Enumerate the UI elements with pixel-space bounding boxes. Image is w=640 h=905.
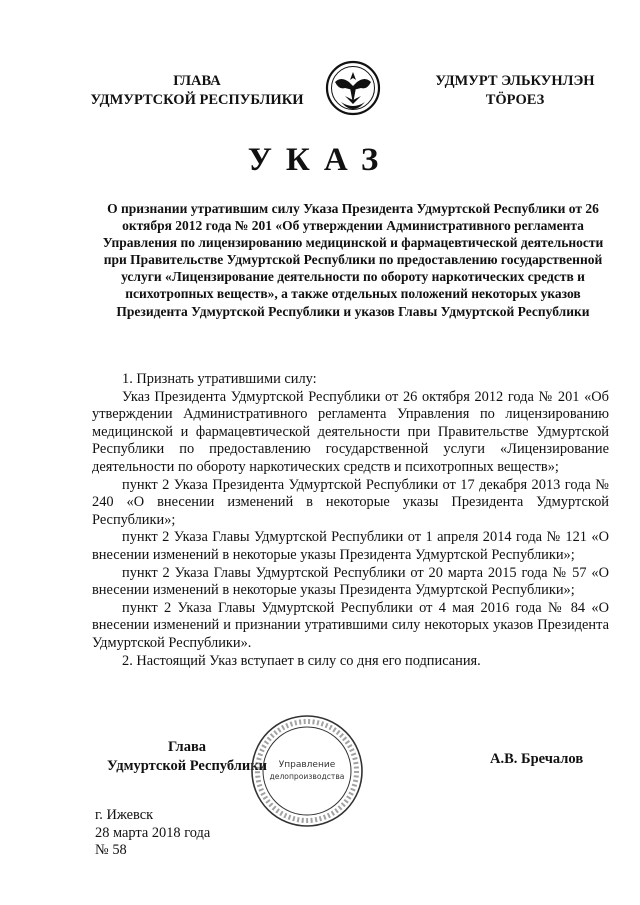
body-paragraph-6: пункт 2 Указа Главы Удмуртской Республики от 4 мая 2016 года № 84 «О внесении изменений и признании утратившими силу некоторых указов Президента Удмуртской Республики». (92, 599, 609, 651)
decree-body (92, 371, 609, 670)
decree-footer (95, 807, 295, 860)
body-paragraph-2: Указ Президента Удмуртской Республики от 26 октября 2012 года № 201 «Об утверждении Административного регламента Управления по лицензированию медицинской и фармацевтической деятельности при Правительстве Удмуртской Республики по предоставлению государственной услуги «Лицензирование деятельности по обороту наркотических средств и психотропных веществ»; (92, 388, 609, 475)
udmurt-emblem-icon (325, 60, 381, 116)
body-paragraph-7: 2. Настоящий Указ вступает в силу со дня его подписания. (122, 652, 481, 669)
header-right (410, 72, 620, 110)
footer-date: 28 марта 2018 года (95, 824, 211, 841)
header-left (82, 72, 312, 110)
signatory-title-line1: Глава (167, 739, 207, 755)
header-right-line1: УДМУРТ ЭЛЬКУНЛЭН (435, 73, 595, 89)
body-paragraph-3: пункт 2 Указа Президента Удмуртской Республики от 17 декабря 2013 года № 240 «О внесении изменений в некоторые указы Президента Удмуртской Республики»; (92, 476, 609, 528)
decree-subject: О признании утратившим силу Указа Президента Удмуртской Республики от 26 октября 2012 года № 201 «Об утверждении Административного регламента Управления по лицензированию медицинской и фармацевтической деятельности при Правительстве Удмуртской Республики по предоставлению государственной услуги «Лицензирование деятельности по обороту наркотических средств и психотропных веществ», а также отдельных положений некоторых указов Президента Удмуртской Республики и указов Главы Удмуртской Республики (102, 201, 604, 319)
signatory-name: А.В. Бречалов (490, 751, 584, 767)
body-paragraph-4: пункт 2 Указа Главы Удмуртской Республики от 1 апреля 2014 года № 121 «О внесении изменений в некоторые указы Президента Удмуртской Республики»; (92, 529, 609, 563)
footer-number: № 58 (95, 842, 127, 858)
header-right-line2: ТӦРОЕЗ (485, 92, 545, 108)
decree-title: УКАЗ (247, 142, 393, 178)
body-paragraph-5: пункт 2 Указа Главы Удмуртской Республики от 20 марта 2015 года № 57 «О внесении изменений в некоторые указы Президента Удмуртской Республики»; (92, 564, 609, 599)
header-left-line1: ГЛАВА (173, 73, 221, 89)
stamp-text-line1: Управление (278, 760, 336, 770)
body-paragraph-1: 1. Признать утратившими силу: (122, 371, 317, 387)
stamp-text-line2: делопроизводства (269, 772, 345, 781)
signatory-title-line2: Удмуртской Республики (107, 758, 267, 774)
header-left-line2: УДМУРТСКОЙ РЕСПУБЛИКИ (90, 92, 304, 108)
footer-city: г. Ижевск (95, 807, 154, 823)
